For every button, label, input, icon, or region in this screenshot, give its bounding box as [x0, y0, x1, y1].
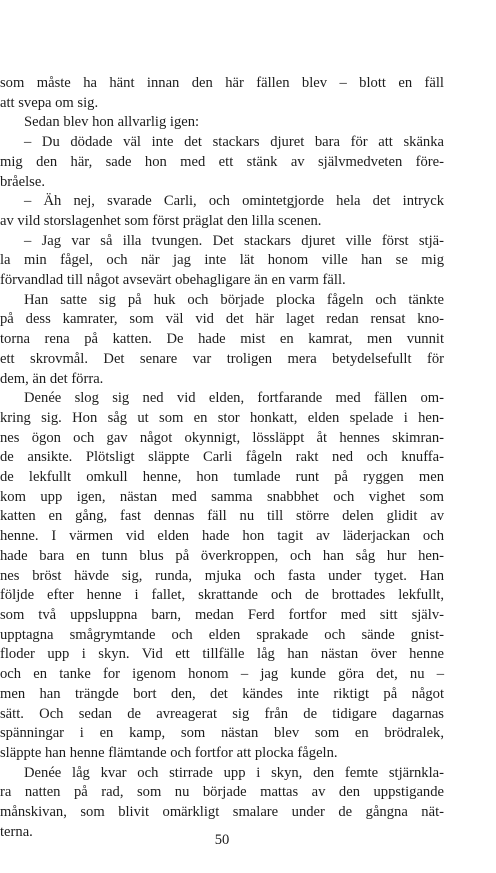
- text-line: mig den här, sade hon med ett stänk av självmedveten före-: [0, 153, 444, 170]
- text-line: Han satte sig på huk och började plocka fågeln och tänkte: [24, 291, 444, 308]
- text-line: som måste ha hänt innan den här fällen blev – blott en fäll: [0, 75, 444, 91]
- text-line: sätt. Och sedan de avreagerat sig från de tidigare dagarnas: [0, 705, 444, 722]
- text-line: – Du dödade väl inte det stackars djuret bara för att skänka: [24, 134, 444, 151]
- text-line: – Äh nej, svarade Carli, och omintetgjorde hela det intryck: [24, 193, 444, 210]
- text-line: på dess kamrater, som väl vid det här laget redan rensat kno-: [0, 311, 444, 328]
- text-line: som två uppsluppna barn, medan Ferd fortfor med sitt själv-: [0, 606, 444, 623]
- text-line: de lekfullt omkull henne, hon tumlade runt på ryggen men: [0, 469, 444, 486]
- text-line: nes ögon och gav något okynnigt, lössläppt åt hennes skimran-: [0, 429, 444, 446]
- text-line: – Jag var så illa tvungen. Det stackars djuret ville först stjä-: [24, 232, 444, 249]
- text-line: torna rena på katten. De hade mist en kamrat, men vunnit: [0, 331, 444, 348]
- text-line: men han trängde bort den, det kändes inte riktigt på något: [0, 685, 444, 702]
- text-line: och en tanke for igenom honom – jag kunde göra det, nu –: [0, 666, 444, 683]
- text-line: spänningar i en kamp, som nästan blev som en brödralek,: [0, 725, 444, 742]
- text-line: bråelse.: [0, 173, 45, 190]
- text-line: släppte han henne flämtande och fortfor att plocka fågeln.: [0, 744, 338, 761]
- text-line: katten en gång, fast dennas fäll nu till större delen glidit av: [0, 508, 444, 525]
- text-line: att svepa om sig.: [0, 94, 99, 111]
- text-line: förvandlad till något avsevärt obehagligare än en varm fäll.: [0, 272, 346, 289]
- page-number: 50: [214, 832, 230, 848]
- text-line: Denée låg kvar och stirrade upp i skyn, den femte stjärnkla-: [24, 764, 444, 781]
- text-line: Denée slog sig ned vid elden, fortfarande med fällen om-: [24, 390, 444, 407]
- text-line: månskivan, som blivit omärkligt smalare under de gångna nät-: [0, 804, 444, 821]
- text-line: upptagna smågrymtande och elden sprakade och sände gnist-: [0, 626, 444, 643]
- text-line: de ansikte. Plötsligt släppte Carli fågeln rakt ned och knuffa-: [0, 449, 444, 466]
- text-line: ett skrovmål. Det senare var troligen mera betydelsefullt för: [0, 350, 444, 367]
- text-line: hade bara en tunn blus på överkroppen, och han såg hur hen-: [0, 547, 444, 564]
- text-line: kom upp igen, nästan med samma snabbhet och vighet som: [0, 488, 444, 505]
- text-line: följde efter henne i fallet, skrattande och de brottades lekfullt,: [0, 587, 444, 604]
- text-line: Sedan blev hon allvarlig igen:: [24, 114, 200, 131]
- text-line: la min fågel, och när jag inte lät honom ville han se mig: [0, 252, 444, 269]
- text-line: av vild storslagenhet som först präglat den lilla scenen.: [0, 212, 322, 229]
- text-line: nes bröst hävde sig, runda, mjuka och fasta under tyget. Han: [0, 567, 444, 584]
- text-line: terna.: [0, 823, 33, 840]
- text-line: kring sig. Hon såg ut som en stor honkatt, elden spelade i hen-: [0, 409, 444, 426]
- body-text: [0, 74, 444, 842]
- text-line: henne. I värmen vid elden hade hon tagit av läderjackan och: [0, 528, 444, 545]
- text-line: floder upp i skyn. Vid ett tillfälle låg han nästan över henne: [0, 646, 444, 663]
- text-line: dem, än det förra.: [0, 370, 104, 387]
- text-line: ra natten på rad, som nu började mattas av den uppstigande: [0, 784, 444, 801]
